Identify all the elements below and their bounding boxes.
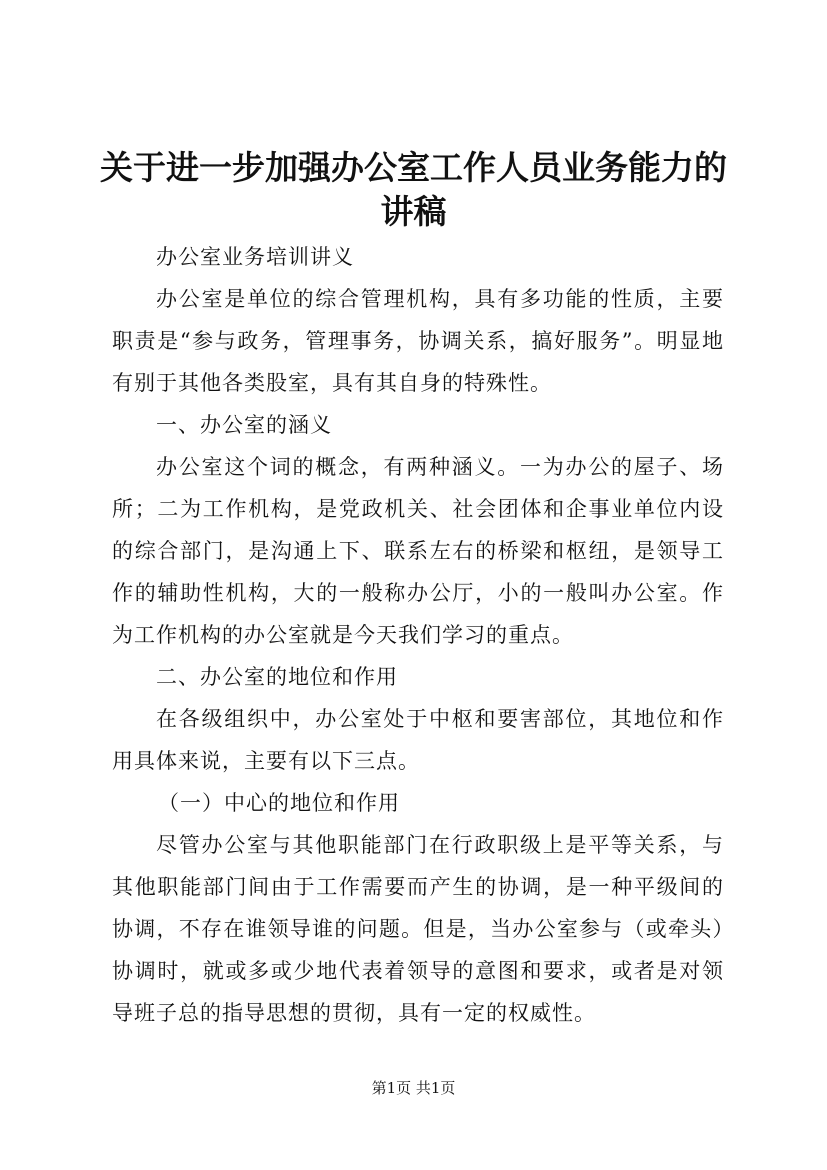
section-heading-1: 一、办公室的涵义 bbox=[156, 413, 332, 437]
section-heading-2: 二、办公室的地位和作用 bbox=[156, 665, 398, 689]
document-title: 关于进一步加强办公室工作人员业务能力的讲稿 bbox=[100, 148, 727, 231]
paragraph-status: 在各级组织中，办公室处于中枢和要害部位，其地位和作用具体来说，主要有以下三点。 bbox=[112, 707, 724, 773]
subsection-heading-1: （一）中心的地位和作用 bbox=[158, 791, 400, 815]
document-body bbox=[112, 236, 724, 1034]
paragraph-definition: 办公室这个词的概念，有两种涵义。一为办公的屋子、场所；二为工作机构，是党政机关、社会团体和企事业单位内设的综合部门，是沟通上下、联系左右的桥梁和枢纽，是领导工作的辅助性机构，大的一般称办公厅，小的一般叫办公室。作为工作机构的办公室就是今天我们学习的重点。 bbox=[112, 455, 724, 647]
paragraph-intro: 办公室是单位的综合管理机构，具有多功能的性质，主要职责是“参与政务，管理事务，协调关系，搞好服务”。明显地有别于其他各类股室，具有其自身的特殊性。 bbox=[112, 287, 724, 395]
paragraph-central-role: 尽管办公室与其他职能部门在行政职级上是平等关系，与其他职能部门间由于工作需要而产生的协调，是一种平级间的协调，不存在谁领导谁的问题。但是，当办公室参与（或牵头）协调时，就或多或少地代表着领导的意图和要求，或者是对领导班子总的指导思想的贯彻，具有一定的权威性。 bbox=[112, 833, 724, 1025]
paragraph-lecture-label: 办公室业务培训讲义 bbox=[156, 245, 354, 269]
page-footer: 第1页 共1页 bbox=[371, 1079, 456, 1097]
